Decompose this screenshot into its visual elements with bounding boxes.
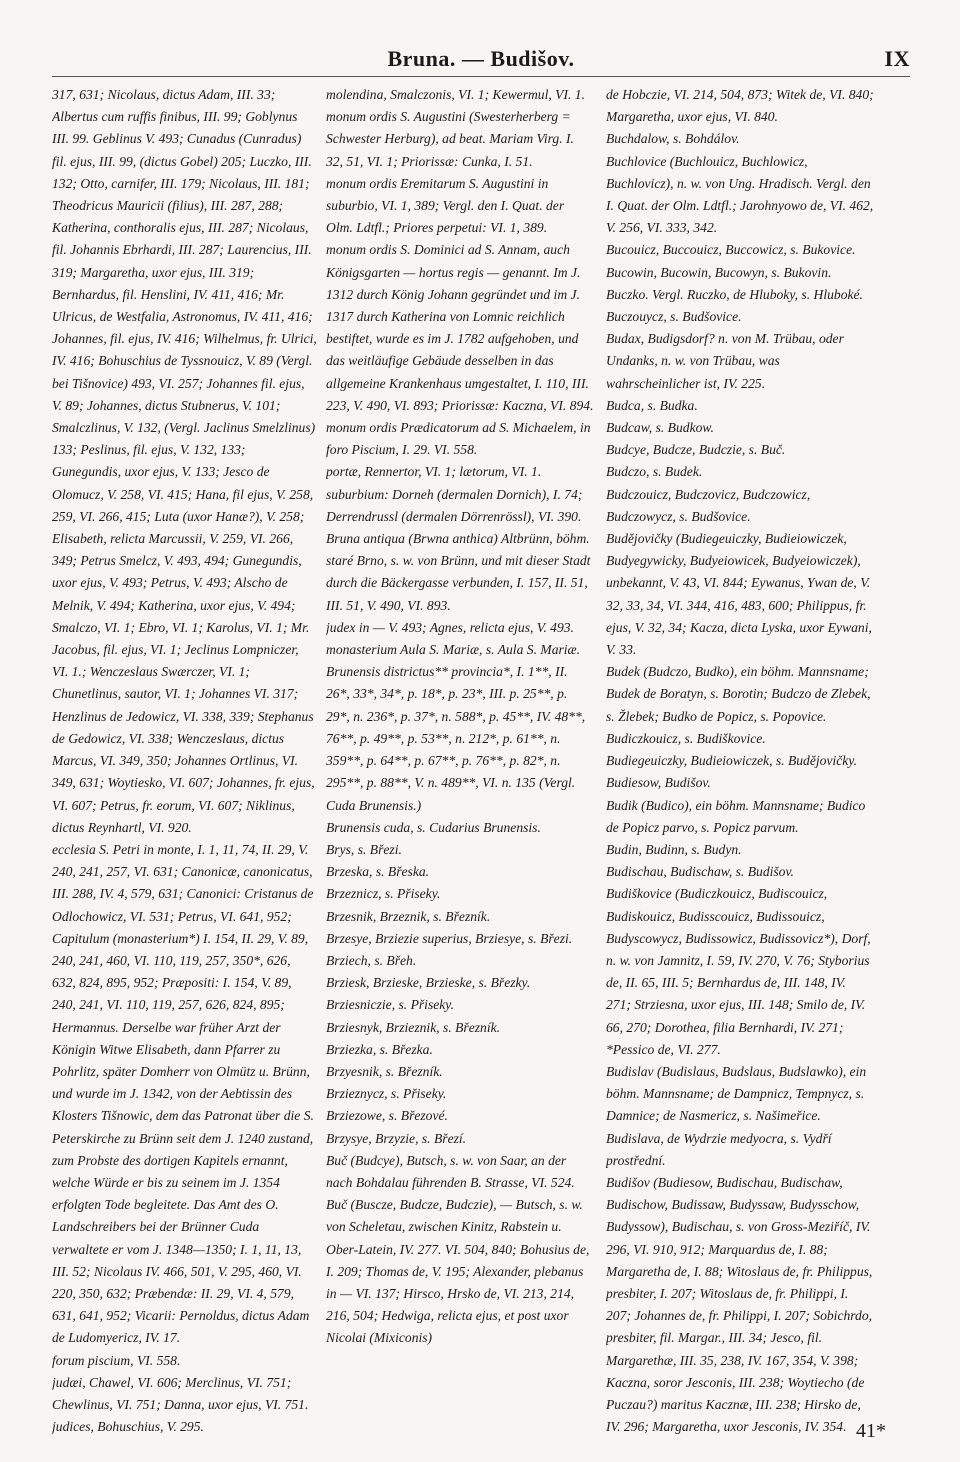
- index-entry: suburbium: Dorneh (dermalen Dornich), I. 74; Derrendrussl (dermalen Dörrenrössl), VI. 390.: [326, 486, 583, 524]
- index-entry: Budin, Budinn, s. Budyn.: [606, 841, 742, 857]
- index-entry: Budax, Budigsdorf? n. von M. Trübau, oder Undanks, n. w. von Trübau, was wahrscheinlicher ist, IV. 225.: [606, 331, 844, 391]
- index-entry: Brzysye, Brzyzie, s. Březí.: [326, 1130, 467, 1146]
- index-entry: Buchlovice (Buchlouicz, Buchlowicz, Buchlovicz), n. w. von Ung. Hradisch. Vergl. den I. Quat. der Olm. Ldtfl.; Jarohnyowo de, VI. 462, V. 256, VI. 333, 342.: [606, 153, 874, 236]
- text-column-middle: [326, 84, 594, 1439]
- index-entry: Buč (Buscze, Budcze, Budczie), — Butsch, s. w. von Scheletau, zwischen Kinitz, Rabstein u. Ober-Latein, IV. 277. VI. 504, 840; Bohusius de, I. 209; Thomas de, V. 195; Alexander, plebanus in — VI. 137; Hirsco, Hrsko de, VI. 213, 214, 216, 504; Hedwiga, relicta ejus, et post uxor Nicolai (Mixiconis): [326, 1197, 590, 1346]
- index-entry: Budischau, Budischaw, s. Budišov.: [606, 864, 794, 880]
- signature-mark: 41*: [856, 1420, 886, 1442]
- index-entry: Buczko. Vergl. Ruczko, de Hluboky, s. Hluboké.: [606, 286, 863, 302]
- index-entry: Budek (Budczo, Budko), ein böhm. Mannsname; Budek de Boratyn, s. Borotin; Budczo de Zlebek, s. Žlebek; Budko de Popicz, s. Popovice.: [606, 664, 871, 724]
- running-title: Bruna. — Budišov.: [387, 46, 575, 71]
- header-rule: [52, 76, 910, 77]
- index-entry: Budiškovice (Budiczkouicz, Budiscouicz, Budiskouicz, Budisscouicz, Budissouicz, Budyscowycz, Budissowicz, Budissovicz*), Dorf, n. w. von Jamnitz, I. 59, IV. 270, V. 76; Styborius de, II. 65, III. 5; Bernhardus de, III. 148, IV. 271; Strziesna, uxor ejus, III. 148; Smilo de, IV. 66, 270; Dorothea, filia Bernhardi, IV. 271; *Pessico de, VI. 277.: [606, 886, 871, 1057]
- index-entry: 317, 631; Nicolaus, dictus Adam, III. 33; Albertus cum ruffis finibus, III. 99; Goblynus III. 99. Geblinus V. 493; Cunadus (Cunradus) fil. ejus, III. 99, (dictus Gobel) 205; Luczko, III. 132; Otto, carnifer, III. 179; Nicolaus, III. 181; Theodricus Mauricii (filius), III. 287, 288; Katherina, conthoralis ejus, III. 287; Nicolaus, fil. Johannis Ebrhardi, III. 287; Laurencius, III. 319; Margaretha, uxor ejus, III. 319; Bernhardus, fil. Henslini, IV. 411, 416; Mr. Ulricus, de Westfalia, Astronomus, IV. 411, 416; Johannes, fil. ejus, IV. 416; Wilhelmus, fr. Ulrici, IV. 416; Bohuschius de Tyssnouicz, V. 89 (Vergl. bei Tišnovice) 493, VI. 257; Johannes fil. ejus, V. 89; Johannes, dictus Stubnerus, V. 101; Smalczlinus, V. 132, (Vergl. Jaclinus Smelzlinus) 133; Peslinus, fil. ejus, V. 132, 133; Gunegundis, uxor ejus, V. 133; Jesco de Olomucz, V. 258, VI. 415; Hana, fil ejus, V. 258, 259, VI. 266, 415; Luta (uxor Hanæ?), V. 258; Elisabeth, relicta Marcussii, V. 259, VI. 266, 349; Petrus Smelcz, V. 493, 494; Gunegundis, uxor ejus, V. 493; Petrus, V. 493; Alscho de Melnik, V. 494; Katherina, uxor ejus, V. 494; Smalczo, VI. 1; Ebro, VI. 1; Karolus, VI. 1; Mr. Jacobus, fil. ejus, VI. 1; Jeclinus Lompniczer, VI. 1.; Wenczeslaus Swærczer, VI. 1; Chunetlinus, sautor, VI. 1; Johannes VI. 317; Henzlinus de Jedowicz, VI. 338, 339; Stephanus de Gedowicz, VI. 338; Wenczeslaus, dictus Marcus, VI. 349, 350; Johannes Ortlinus, VI. 349, 631; Woytiesko, VI. 607; Johannes, fr. ejus, VI. 607; Petrus, fr. eorum, VI. 607; Niklinus, dictus Reynhartl, VI. 920.: [52, 87, 317, 835]
- index-entry: Budiegeuiczky, Budieiowiczek, s. Budějovičky.: [606, 753, 858, 769]
- index-entry: Budcaw, s. Budkow.: [606, 420, 714, 436]
- index-entry: monum ordis Eremitarum S. Augustini in suburbio, VI. 1, 389; Vergl. den I. Quat. der Olm. Ldtfl.; Priores perpetui: VI. 1, 389.: [326, 175, 565, 236]
- index-entry: Budiesow, Budišov.: [606, 775, 711, 791]
- index-entry: Buč (Budcye), Butsch, s. w. von Saar, an der nach Bohdalau führenden B. Strasse, VI. 524.: [326, 1152, 575, 1190]
- text-column-left: [52, 84, 317, 1439]
- index-entry: judices, Bohuschius, V. 295.: [52, 1419, 204, 1435]
- index-entry: Brzyesnik, s. Březník.: [326, 1063, 443, 1079]
- index-entry: Brziezka, s. Březka.: [326, 1041, 433, 1057]
- index-entry: de Hobczie, VI. 214, 504, 873; Witek de, VI. 840; Margaretha, uxor ejus, VI. 840.: [606, 87, 874, 125]
- text-column-right: [606, 84, 874, 1439]
- index-entry: Budislav (Budislaus, Budslaus, Budslawko), ein böhm. Mannsname; de Dampnicz, Tempnycz, s. Damnice; de Nasmericz, s. Našimeřice.: [606, 1063, 867, 1124]
- index-entry: monasterium Aula S. Mariæ, s. Aula S. Mariæ.: [326, 642, 581, 658]
- index-entry: Budiczkouicz, s. Budiškovice.: [606, 730, 766, 746]
- index-entry: monum ordis Prædicatorum ad S. Michaelem, in foro Piscium, I. 29. VI. 558.: [326, 420, 591, 458]
- index-entry: Brunensis districtus** provincia*, I. 1**, II. 26*, 33*, 34*, p. 18*, p. 23*, III. p. 25**, p. 29*, n. 236*, p. 37*, n. 588*, p. 45**, IV. 48**, 76**, p. 49**, p. 53**, n. 212*, p. 61**, n. 359**, p. 64**, p. 67**, p. 76**, p. 82*, n. 295**, p. 88**, V. n. 489**, VI. n. 135 (Vergl. Cuda Brunensis.): [326, 664, 586, 813]
- index-entry: judex in — V. 493; Agnes, relicta ejus, V. 493.: [326, 619, 574, 635]
- index-entry: Budcye, Budcze, Budczie, s. Buč.: [606, 442, 786, 458]
- index-entry: molendina, Smalczonis, VI. 1; Kewermul, VI. 1.: [326, 87, 586, 102]
- index-entry: Brziesniczie, s. Přiseky.: [326, 997, 454, 1013]
- index-entry: Brziech, s. Břeh.: [326, 952, 417, 968]
- index-entry: Bucowin, Bucowin, Bucowyn, s. Bukovin.: [606, 264, 832, 280]
- index-entry: Brys, s. Březi.: [326, 841, 402, 857]
- index-entry: Brziezowe, s. Březové.: [326, 1108, 448, 1124]
- index-entry: Budik (Budico), ein böhm. Mannsname; Budico de Popicz parvo, s. Popicz parvum.: [606, 797, 866, 835]
- index-entry: Brzesye, Brziezie superius, Brziesye, s. Březi.: [326, 930, 573, 946]
- index-entry: Buczouycz, s. Budšovice.: [606, 309, 742, 325]
- index-entry: Budca, s. Budka.: [606, 397, 698, 413]
- index-entry: monum ordis S. Dominici ad S. Annam, auch Königsgarten — hortus regis — genannt. Im J. 1312 durch König Johann gegründet und im J. 1317 durch Katherina von Lomnic reichlich bestiftet, wurde es im J. 1782 aufgehoben, und das weitläufige Gebäude desselben in das allgemeine Krankenhaus umgestaltet, I. 110, III. 223, V. 490, VI. 893; Priorissæ: Kaczna, VI. 894.: [326, 242, 594, 413]
- index-entry: Brzieznycz, s. Přiseky.: [326, 1086, 447, 1102]
- index-entry: Budišov (Budiesow, Budischau, Budischaw, Budischow, Budissaw, Budyssaw, Budysschow, Budyssow), Budischau, s. von Gross-Meziříč, IV. 296, VI. 910, 912; Marquardus de, I. 88; Margaretha de, I. 88; Witoslaus de, fr. Philippus, presbiter, I. 207; Witoslaus de, fr. Philippi, I. 207; Johannes de, fr. Philippi, I. 207; Sobichrdo, presbiter, fil. Margar., III. 34; Jesco, fil. Margarethæ, III. 35, 238, IV. 167, 354, V. 398; Kaczna, soror Jesconis, III. 238; Woytiecho (de Puczau?) maritus Kacznæ, III. 238; Hirsko de, IV. 296; Margaretha, uxor Jesconis, IV. 354.: [606, 1174, 873, 1435]
- index-entry: Bucouicz, Buccouicz, Buccowicz, s. Bukovice.: [606, 242, 856, 258]
- index-entry: Budislava, de Wydrzie medyocra, s. Vydří prostřední.: [606, 1130, 832, 1168]
- page-number: IX: [884, 46, 910, 71]
- index-entry: Brunensis cuda, s. Cudarius Brunensis.: [326, 819, 541, 835]
- index-entry: Budczo, s. Budek.: [606, 464, 703, 480]
- index-entry: Brzeska, s. Břeska.: [326, 864, 430, 880]
- index-entry: ecclesia S. Petri in monte, I. 1, 11, 74, II. 29, V. 240, 241, 257, VI. 631; Canonicæ, canonicatus, III. 288, IV. 4, 579, 631; Canonici: Cristanus de Odlochowicz, VI. 531; Petrus, VI. 641, 952; Capitulum (monasterium*) I. 154, II. 29, V. 89, 240, 241, 460, VI. 110, 119, 257, 350*, 626, 632, 824, 895, 952; Præpositi: I. 154, V. 89, 240, 241, VI. 110, 119, 257, 626, 824, 895; Hermannus. Derselbe war früher Arzt der Königin Witwe Elisabeth, dann Pfarrer zu Pohrlitz, später Domherr von Olmütz u. Brünn, und wurde im J. 1342, von der Aebtissin des Klosters Tišnowic, dem das Patronat über die S. Peterskirche zu Brünn seit dem J. 1240 zustand, zum Probste des dortigen Kapitels ernannt, welche Würde er bis zu seinem im J. 1354 erfolgten Tode begleitete. Das Amt des O. Landschreibers bei der Brünner Cuda verwaltete er vom J. 1348—1350; I. 1, 11, 13, III. 52; Nicolaus IV. 466, 501, V. 295, 460, VI. 220, 350, 632; Præbendæ: II. 29, VI. 4, 579, 631, 641, 952; Vicarii: Pernoldus, dictus Adam de Ludomyericz, IV. 17.: [52, 841, 314, 1346]
- index-entry: Bruna antiqua (Brwna anthica) Altbrünn, böhm. staré Brno, s. w. von Brünn, und mit dieser Stadt durch die Bäckergasse verbunden, I. 157, II. 51, III. 51, V. 490, VI. 893.: [326, 531, 591, 613]
- index-entry: Brzeznicz, s. Přiseky.: [326, 886, 441, 902]
- index-entry: Brziesnyk, Brzieznik, s. Březník.: [326, 1019, 501, 1035]
- index-entry: Budějovičky (Budiegeuiczky, Budieiowiczek, Budyegywicky, Budyeiowicek, Budyeiowiczek), unbekannt, V. 43, VI. 844; Eywanus, Ywan de, V. 32, 33, 34, VI. 344, 416, 483, 600; Philippus, fr. ejus, V. 32, 34; Kacza, dicta Lyska, uxor Eywani, V. 33.: [606, 531, 872, 658]
- index-entry: Buchdalow, s. Bohdálov.: [606, 131, 740, 147]
- index-entry: monum ordis S. Augustini (Swesterherberg = Schwester Herburg), ad beat. Mariam Virg. I. 32, 51, VI. 1; Priorissæ: Cunka, I. 51.: [326, 109, 574, 169]
- index-entry: judæi, Chawel, VI. 606; Merclinus, VI. 751; Chewlinus, VI. 751; Danna, uxor ejus, VI. 751.: [52, 1374, 309, 1412]
- index-entry: Budczouicz, Budczovicz, Budczowicz, Budczowycz, s. Budšovice.: [606, 486, 811, 524]
- index-entry: Brziesk, Brzieske, Brzieske, s. Březky.: [326, 975, 531, 991]
- index-entry: portæ, Rennertor, VI. 1; lætorum, VI. 1.: [326, 464, 542, 480]
- index-entry: forum piscium, VI. 558.: [52, 1352, 181, 1368]
- index-entry: Brzesnik, Brzeznik, s. Březník.: [326, 908, 491, 924]
- running-header: [52, 44, 910, 74]
